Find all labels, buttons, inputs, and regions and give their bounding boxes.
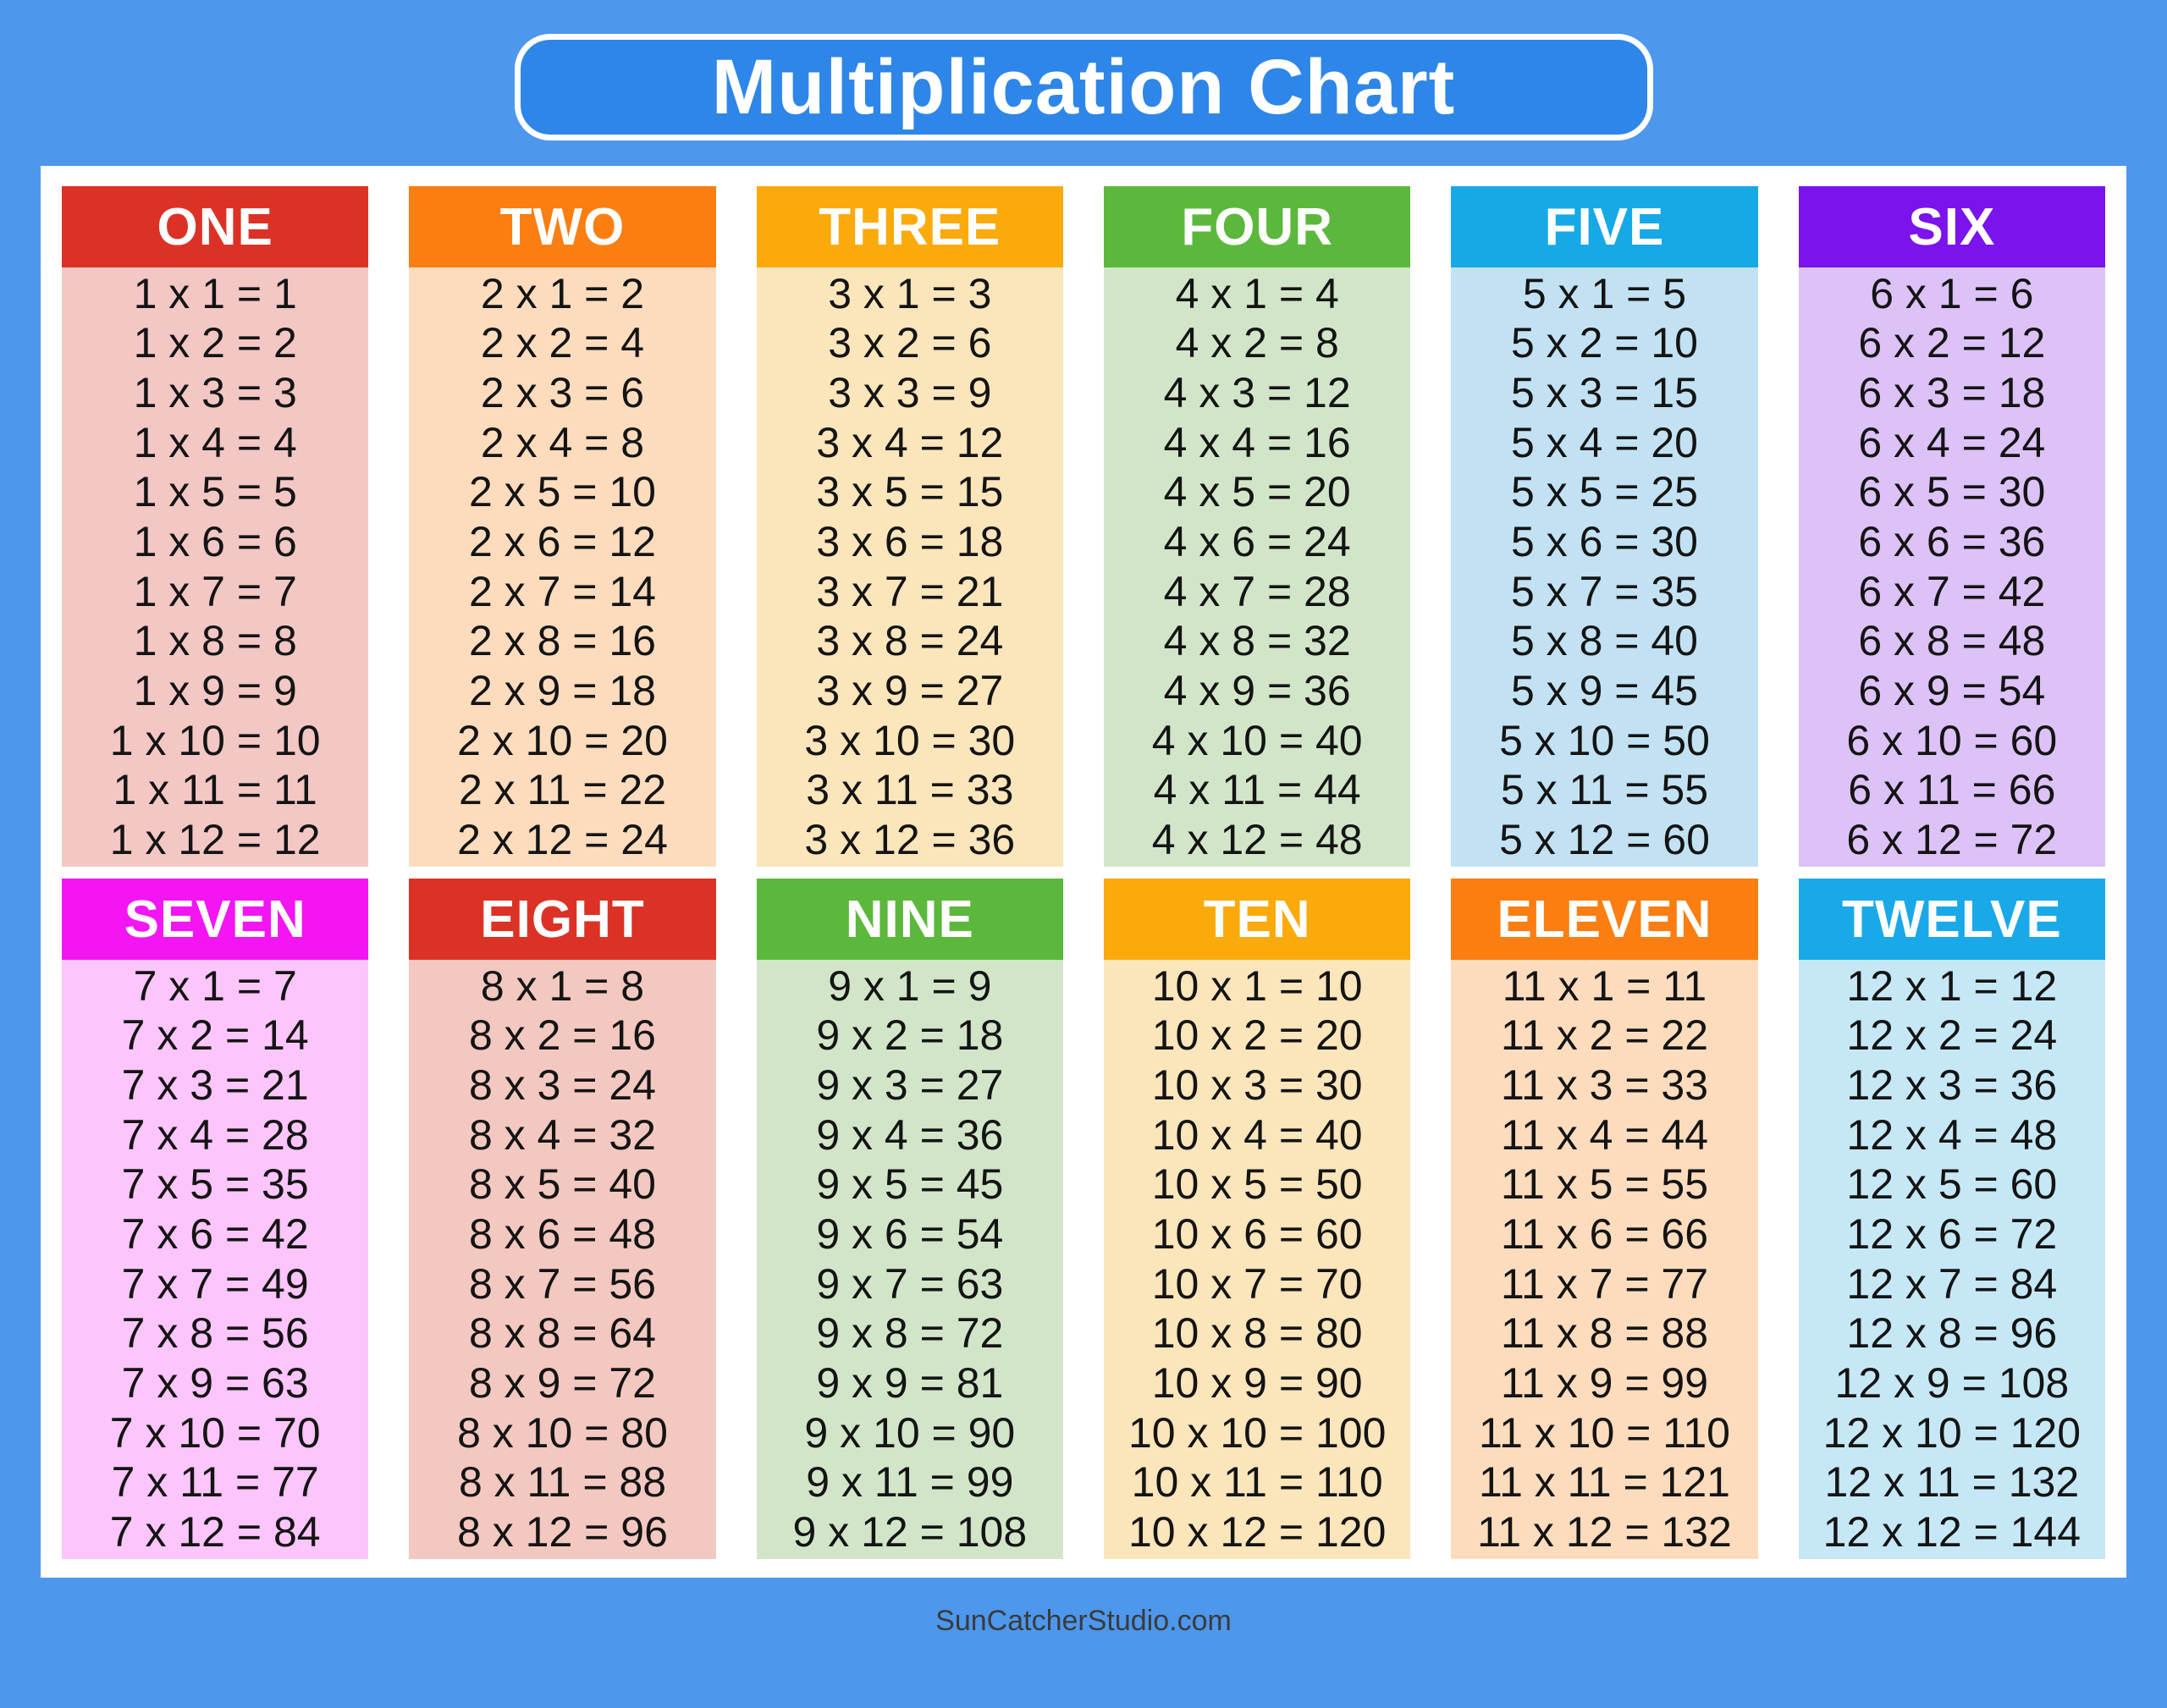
fact-row: 3 x 9 = 27 — [816, 667, 1004, 715]
fact-row: 1 x 5 = 5 — [133, 468, 297, 516]
title-box — [515, 34, 1653, 140]
fact-row: 10 x 7 = 70 — [1151, 1259, 1363, 1308]
table-column-six — [1799, 186, 2105, 867]
table-header: EIGHT — [409, 879, 715, 960]
fact-row: 11 x 10 = 110 — [1478, 1408, 1730, 1457]
fact-row: 12 x 7 = 84 — [1846, 1259, 2058, 1308]
fact-row: 5 x 9 = 45 — [1510, 667, 1698, 715]
fact-row: 3 x 7 = 21 — [816, 567, 1004, 615]
fact-row: 8 x 9 = 72 — [468, 1359, 656, 1408]
fact-row: 2 x 2 = 4 — [480, 319, 645, 367]
fact-row: 7 x 5 = 35 — [121, 1160, 309, 1209]
table-column-ten — [1104, 879, 1410, 1559]
table-column-eleven — [1451, 879, 1757, 1559]
table-body — [409, 960, 715, 1559]
fact-row: 7 x 10 = 70 — [109, 1408, 321, 1457]
fact-row: 8 x 4 = 32 — [468, 1110, 656, 1159]
fact-row: 8 x 3 = 24 — [468, 1061, 656, 1110]
fact-row: 9 x 6 = 54 — [816, 1210, 1004, 1259]
fact-row: 3 x 2 = 6 — [828, 319, 992, 367]
fact-row: 11 x 4 = 44 — [1500, 1110, 1709, 1159]
table-header: TWO — [409, 186, 715, 267]
fact-row: 5 x 5 = 25 — [1510, 468, 1698, 516]
fact-row: 8 x 12 = 96 — [457, 1508, 668, 1556]
fact-row: 2 x 8 = 16 — [468, 617, 656, 665]
fact-row: 10 x 6 = 60 — [1151, 1210, 1363, 1259]
fact-row: 12 x 12 = 144 — [1822, 1508, 2082, 1556]
fact-row: 12 x 11 = 132 — [1824, 1458, 2080, 1507]
fact-row: 12 x 9 = 108 — [1834, 1359, 2070, 1408]
fact-row: 8 x 11 = 88 — [458, 1458, 667, 1507]
fact-row: 5 x 10 = 50 — [1499, 716, 1710, 764]
fact-row: 10 x 4 = 40 — [1151, 1110, 1363, 1159]
fact-row: 3 x 10 = 30 — [804, 716, 1016, 764]
fact-row: 2 x 6 = 12 — [468, 518, 656, 566]
table-body — [1104, 267, 1410, 867]
fact-row: 9 x 7 = 63 — [816, 1259, 1004, 1308]
footer-credit: SunCatcherStudio.com — [935, 1605, 1232, 1637]
fact-row: 3 x 6 = 18 — [816, 518, 1004, 566]
fact-row: 9 x 4 = 36 — [816, 1110, 1004, 1159]
fact-row: 2 x 12 = 24 — [457, 816, 668, 864]
fact-row: 2 x 3 = 6 — [480, 369, 645, 417]
fact-row: 2 x 7 = 14 — [468, 567, 656, 615]
fact-row: 11 x 7 = 77 — [1500, 1259, 1709, 1308]
fact-row: 4 x 2 = 8 — [1175, 319, 1339, 367]
table-header: ONE — [62, 186, 368, 267]
fact-row: 4 x 9 = 36 — [1163, 667, 1351, 715]
fact-row: 8 x 2 = 16 — [468, 1011, 656, 1060]
fact-row: 8 x 5 = 40 — [468, 1160, 656, 1209]
fact-row: 8 x 1 = 8 — [480, 961, 645, 1010]
table-header: NINE — [757, 879, 1063, 960]
fact-row: 7 x 2 = 14 — [121, 1011, 309, 1060]
fact-row: 12 x 8 = 96 — [1846, 1309, 2058, 1358]
fact-row: 4 x 4 = 16 — [1163, 418, 1351, 466]
fact-row: 7 x 1 = 7 — [133, 961, 297, 1010]
fact-row: 6 x 12 = 72 — [1846, 816, 2058, 864]
fact-row: 7 x 9 = 63 — [121, 1359, 309, 1408]
fact-row: 9 x 10 = 90 — [804, 1408, 1016, 1457]
fact-row: 1 x 7 = 7 — [133, 567, 297, 615]
fact-row: 2 x 5 = 10 — [468, 468, 656, 516]
fact-row: 4 x 11 = 44 — [1153, 766, 1361, 814]
fact-row: 9 x 8 = 72 — [816, 1309, 1004, 1358]
table-column-nine — [757, 879, 1063, 1559]
table-column-four — [1104, 186, 1410, 867]
fact-row: 11 x 5 = 55 — [1500, 1160, 1709, 1209]
table-column-two — [409, 186, 715, 867]
fact-row: 10 x 2 = 20 — [1151, 1011, 1363, 1060]
table-header: FOUR — [1104, 186, 1410, 267]
fact-row: 12 x 10 = 120 — [1822, 1408, 2082, 1457]
table-header: ELEVEN — [1451, 879, 1757, 960]
fact-row: 8 x 7 = 56 — [468, 1259, 656, 1308]
table-header: THREE — [757, 186, 1063, 267]
fact-row: 9 x 9 = 81 — [816, 1359, 1004, 1408]
fact-row: 5 x 11 = 55 — [1500, 766, 1709, 814]
fact-row: 8 x 6 = 48 — [468, 1210, 656, 1259]
table-header: TEN — [1104, 879, 1410, 960]
fact-row: 10 x 1 = 10 — [1151, 961, 1363, 1010]
fact-row: 4 x 6 = 24 — [1163, 518, 1351, 566]
fact-row: 7 x 8 = 56 — [121, 1309, 309, 1358]
fact-row: 3 x 4 = 12 — [816, 418, 1004, 466]
fact-row: 4 x 10 = 40 — [1151, 716, 1363, 764]
fact-row: 5 x 1 = 5 — [1522, 269, 1687, 317]
fact-row: 2 x 9 = 18 — [468, 667, 656, 715]
table-body — [409, 267, 715, 867]
fact-row: 12 x 2 = 24 — [1846, 1011, 2058, 1060]
fact-row: 4 x 1 = 4 — [1175, 269, 1339, 317]
fact-row: 5 x 7 = 35 — [1510, 567, 1698, 615]
fact-row: 11 x 8 = 88 — [1500, 1309, 1709, 1358]
fact-row: 10 x 5 = 50 — [1151, 1160, 1363, 1209]
fact-row: 6 x 10 = 60 — [1846, 716, 2058, 764]
fact-row: 6 x 1 = 6 — [1870, 269, 2034, 317]
fact-row: 8 x 10 = 80 — [457, 1408, 668, 1457]
fact-row: 5 x 3 = 15 — [1510, 369, 1698, 417]
fact-row: 3 x 5 = 15 — [816, 468, 1004, 516]
fact-row: 6 x 4 = 24 — [1858, 418, 2046, 466]
fact-row: 1 x 9 = 9 — [133, 667, 297, 715]
fact-row: 11 x 12 = 132 — [1477, 1508, 1732, 1556]
fact-row: 9 x 11 = 99 — [806, 1458, 1014, 1507]
table-body — [62, 267, 368, 867]
fact-row: 5 x 8 = 40 — [1510, 617, 1698, 665]
fact-row: 11 x 2 = 22 — [1500, 1011, 1709, 1060]
fact-row: 1 x 12 = 12 — [109, 816, 321, 864]
table-body — [757, 960, 1063, 1559]
fact-row: 5 x 6 = 30 — [1510, 518, 1698, 566]
fact-row: 4 x 5 = 20 — [1163, 468, 1351, 516]
fact-row: 3 x 1 = 3 — [828, 269, 992, 317]
fact-row: 7 x 4 = 28 — [121, 1110, 309, 1159]
fact-row: 11 x 6 = 66 — [1500, 1210, 1709, 1259]
fact-row: 7 x 11 = 77 — [111, 1458, 319, 1507]
fact-row: 2 x 10 = 20 — [457, 716, 668, 764]
fact-row: 12 x 1 = 12 — [1846, 961, 2058, 1010]
fact-row: 3 x 12 = 36 — [804, 816, 1016, 864]
fact-row: 9 x 2 = 18 — [816, 1011, 1004, 1060]
fact-row: 6 x 11 = 66 — [1848, 766, 2056, 814]
fact-row: 10 x 11 = 110 — [1131, 1458, 1383, 1507]
fact-row: 10 x 3 = 30 — [1151, 1061, 1363, 1110]
fact-row: 1 x 1 = 1 — [133, 269, 297, 317]
table-column-one — [62, 186, 368, 867]
fact-row: 6 x 2 = 12 — [1858, 319, 2046, 367]
fact-row: 2 x 1 = 2 — [480, 269, 645, 317]
fact-row: 7 x 12 = 84 — [109, 1508, 321, 1556]
table-header: SIX — [1799, 186, 2105, 267]
fact-row: 10 x 12 = 120 — [1128, 1508, 1387, 1556]
fact-row: 11 x 11 = 121 — [1478, 1458, 1730, 1507]
fact-row: 5 x 4 = 20 — [1510, 418, 1698, 466]
fact-row: 7 x 7 = 49 — [121, 1259, 309, 1308]
page-title: Multiplication Chart — [711, 43, 1456, 130]
fact-row: 6 x 7 = 42 — [1858, 567, 2046, 615]
table-column-seven — [62, 879, 368, 1559]
fact-row: 9 x 3 = 27 — [816, 1061, 1004, 1110]
table-column-five — [1451, 186, 1757, 867]
fact-row: 2 x 4 = 8 — [480, 418, 645, 466]
fact-row: 10 x 9 = 90 — [1151, 1359, 1363, 1408]
fact-row: 4 x 12 = 48 — [1151, 816, 1363, 864]
fact-row: 1 x 4 = 4 — [133, 418, 297, 466]
fact-row: 6 x 3 = 18 — [1858, 369, 2046, 417]
fact-row: 3 x 8 = 24 — [816, 617, 1004, 665]
fact-row: 1 x 2 = 2 — [133, 319, 297, 367]
fact-row: 4 x 7 = 28 — [1163, 567, 1351, 615]
fact-row: 2 x 11 = 22 — [458, 766, 667, 814]
table-header: FIVE — [1451, 186, 1757, 267]
fact-row: 9 x 1 = 9 — [828, 961, 992, 1010]
fact-row: 5 x 2 = 10 — [1510, 319, 1698, 367]
fact-row: 10 x 8 = 80 — [1151, 1309, 1363, 1358]
fact-row: 6 x 6 = 36 — [1858, 518, 2046, 566]
fact-row: 11 x 3 = 33 — [1500, 1061, 1709, 1110]
table-body — [1799, 960, 2105, 1559]
fact-row: 4 x 8 = 32 — [1163, 617, 1351, 665]
fact-row: 12 x 5 = 60 — [1846, 1160, 2058, 1209]
fact-row: 7 x 3 = 21 — [121, 1061, 309, 1110]
fact-row: 4 x 3 = 12 — [1163, 369, 1351, 417]
fact-row: 12 x 4 = 48 — [1846, 1110, 2058, 1159]
fact-row: 8 x 8 = 64 — [468, 1309, 656, 1358]
table-body — [757, 267, 1063, 867]
table-body — [1451, 267, 1757, 867]
fact-row: 11 x 1 = 11 — [1502, 961, 1707, 1010]
fact-row: 1 x 3 = 3 — [133, 369, 297, 417]
chart-panel — [41, 166, 2126, 1578]
table-header: SEVEN — [62, 879, 368, 960]
table-header: TWELVE — [1799, 879, 2105, 960]
fact-row: 1 x 10 = 10 — [109, 716, 321, 764]
fact-row: 10 x 10 = 100 — [1128, 1408, 1387, 1457]
fact-row: 9 x 12 = 108 — [792, 1508, 1028, 1556]
table-column-twelve — [1799, 879, 2105, 1559]
fact-row: 9 x 5 = 45 — [816, 1160, 1004, 1209]
fact-row: 12 x 6 = 72 — [1846, 1210, 2058, 1259]
fact-row: 3 x 11 = 33 — [806, 766, 1014, 814]
fact-row: 7 x 6 = 42 — [121, 1210, 309, 1259]
fact-row: 1 x 8 = 8 — [133, 617, 297, 665]
fact-row: 6 x 8 = 48 — [1858, 617, 2046, 665]
table-body — [62, 960, 368, 1559]
table-column-three — [757, 186, 1063, 867]
table-column-eight — [409, 879, 715, 1559]
table-body — [1104, 960, 1410, 1559]
fact-row: 6 x 9 = 54 — [1858, 667, 2046, 715]
fact-row: 11 x 9 = 99 — [1500, 1359, 1709, 1408]
fact-row: 5 x 12 = 60 — [1499, 816, 1710, 864]
table-body — [1451, 960, 1757, 1559]
fact-row: 1 x 11 = 11 — [113, 766, 317, 814]
fact-row: 3 x 3 = 9 — [828, 369, 992, 417]
table-body — [1799, 267, 2105, 867]
fact-row: 6 x 5 = 30 — [1858, 468, 2046, 516]
fact-row: 1 x 6 = 6 — [133, 518, 297, 566]
tables-grid — [62, 186, 2105, 1559]
fact-row: 12 x 3 = 36 — [1846, 1061, 2058, 1110]
